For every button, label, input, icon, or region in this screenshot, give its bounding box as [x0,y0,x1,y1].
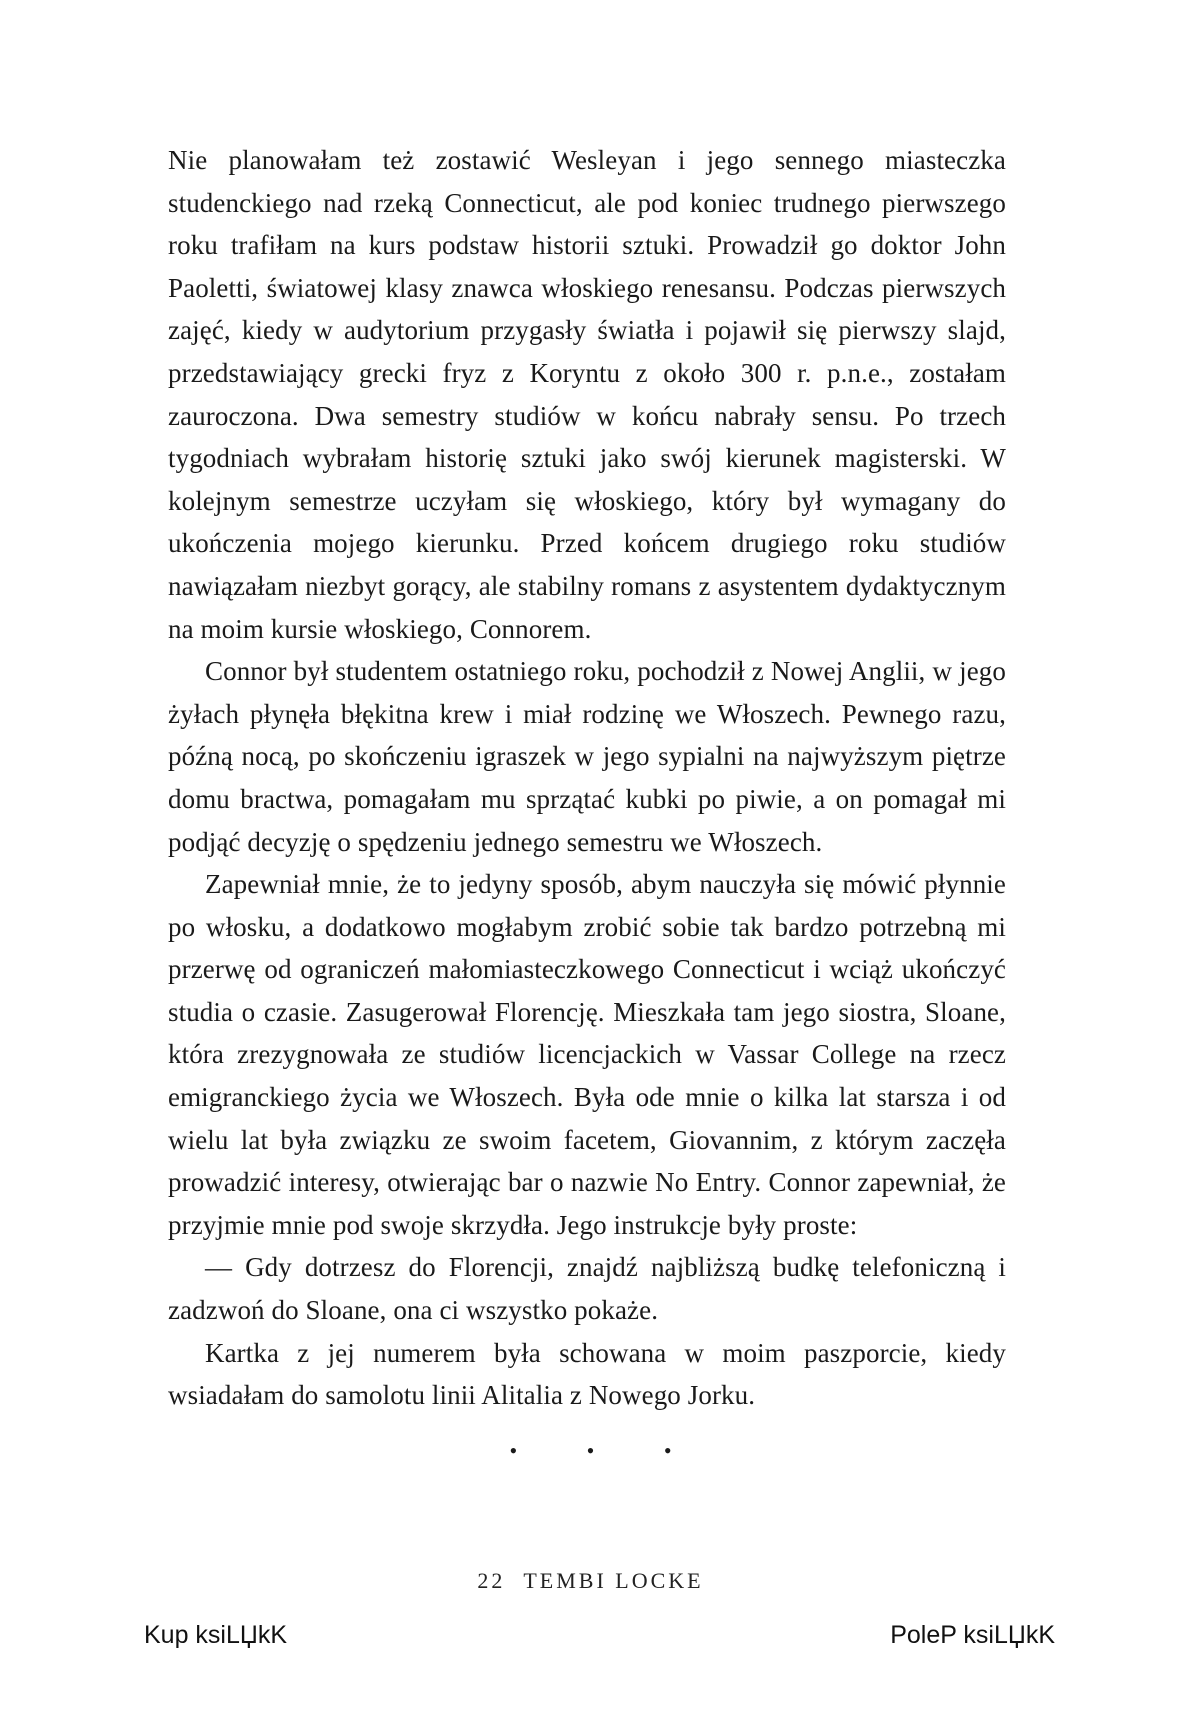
paragraph-2: Connor był studentem ostatniego roku, pochodził z Nowej Anglii, w jego żyłach płynęła błękitna krew i miał rodzinę we Włoszech. Pewnego razu, późną nocą, po skończeniu igraszek w jego sypialni na najwyższym piętrze domu bractwa, pomagałam mu sprzątać kubki po piwie, a on pomagał mi podjąć decyzję o spędzeniu jednego semestru we Włoszech. [168,656,1006,857]
dialogue-line: — Gdy dotrzesz do Florencji, znajdź najbliższą budkę telefoniczną i zadzwoń do Sloane, ona ci wszystko pokaże. [168,1252,1006,1326]
author-name: TEMBI LOCKE [523,1568,704,1593]
running-footer [0,1568,1181,1594]
paragraph-4: Kartka z jej numerem była schowana w moim paszporcie, kiedy wsiadałam do samolotu linii Alitalia z Nowego Jorku. [168,1337,1006,1411]
section-separator: • • • [509,1438,704,1463]
buy-book-link[interactable]: Kup ksiLЏkK [144,1621,288,1649]
paragraph-1: Nie planowałam też zostawić Wesleyan i jego sennego miasteczka studenckiego nad rzeką Connecticut, ale pod koniec trudnego pierwszego roku trafiłam na kurs podstaw historii sztuki. Prowadził go doktor John Paoletti, światowej klasy znawca włoskiego renesansu. Podczas pierwszych zajęć, kiedy w audytorium przygasły światła i pojawił się pierwszy slajd, przedstawiający grecki fryz z Koryntu z około 300 r. p.n.e., zostałam zauroczona. Dwa semestry studiów w końcu nabrały sensu. Po trzech tygodniach wybrałam historię sztuki jako swój kierunek magisterski. W kolejnym semestrze uczyłam się włoskiego, który był wymagany do ukończenia mojego kierunku. Przed końcem drugiego roku studiów nawiązałam niezbyt gorący, ale stabilny romans z asystentem dydaktycznym na moim kursie włoskiego, Connorem. [168,145,1006,644]
page-body [168,139,1006,1417]
page-number: 22 [477,1568,506,1593]
paragraph-3: Zapewniał mnie, że to jedyny sposób, abym nauczyła się mówić płynnie po włosku, a dodatkowo mogłabym zrobić sobie tak bardzo potrzebną mi przerwę od ograniczeń małomiasteczkowego Connecticut i wciąż ukończyć studia o czasie. Zasugerował Florencję. Mieszkała tam jego siostra, Sloane, która zrezygnowała ze studiów licencjackich w Vassar College na rzecz emigranckiego życia we Włoszech. Była ode mnie o kilka lat starsza i od wielu lat była związku ze swoim facetem, Giovannim, z którym zaczęła prowadzić interesy, otwierając bar o nazwie No Entry. Connor zapewniał, że przyjmie mnie pod swoje skrzydła. Jego instrukcje były proste: [168,869,1006,1240]
recommend-book-link[interactable]: PoleP ksiLЏkK [890,1621,1055,1649]
